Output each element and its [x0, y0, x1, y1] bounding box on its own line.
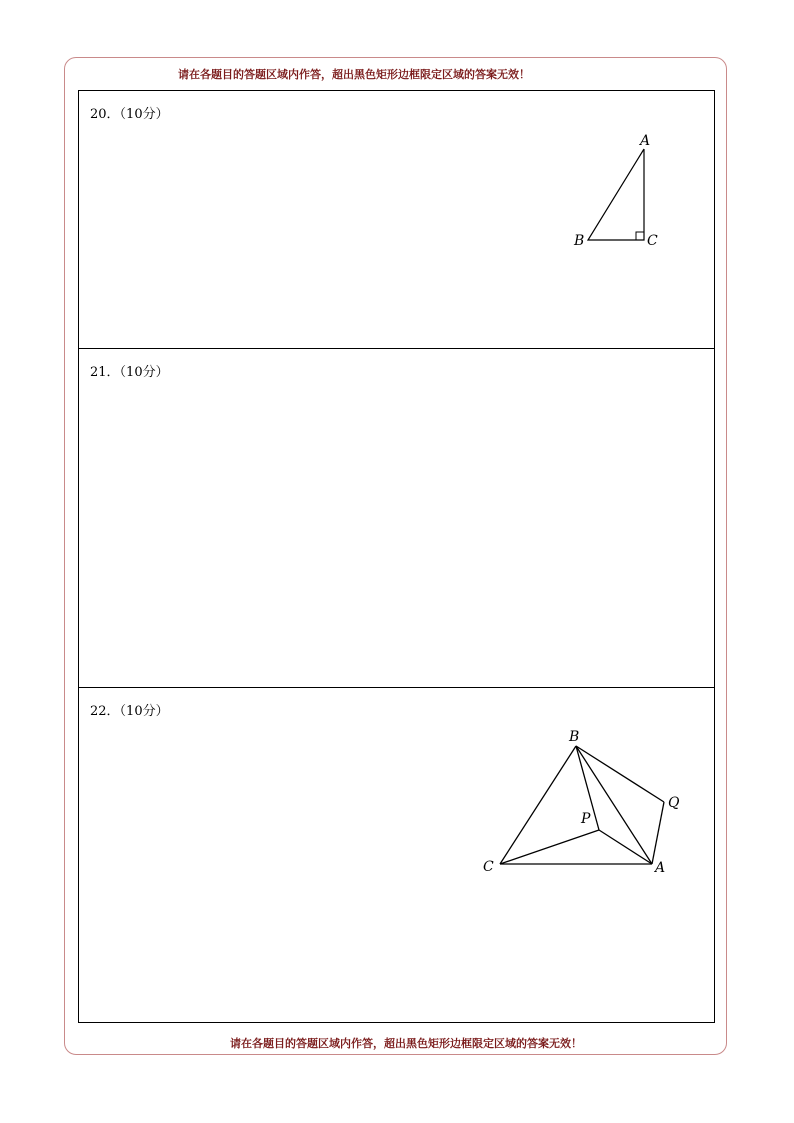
question-number: 21．	[90, 365, 120, 380]
segment-BC	[500, 746, 576, 864]
question-header-20	[90, 103, 169, 122]
label-A: A	[655, 860, 666, 876]
label-Q: Q	[668, 795, 680, 811]
bottom-notice: 请在各题目的答题区域内作答，超出黑色矩形边框限定区域的答案无效！	[230, 1037, 582, 1050]
question-points: （10分）	[119, 365, 169, 380]
right-angle-mark	[636, 232, 644, 240]
label-B: B	[574, 233, 585, 249]
question-number: 20．	[90, 107, 120, 122]
answer-box-20	[78, 90, 715, 349]
top-notice: 请在各题目的答题区域内作答，超出黑色矩形边框限定区域的答案无效！	[178, 68, 530, 81]
answer-box-22	[78, 687, 715, 1023]
answer-box-21	[78, 348, 715, 688]
label-A: A	[640, 133, 651, 149]
geometry-figure	[475, 724, 695, 874]
label-P: P	[581, 811, 591, 827]
segment-PA	[599, 830, 652, 864]
question-number: 22．	[90, 704, 120, 719]
segment-BA	[576, 746, 652, 864]
right-triangle-figure	[564, 131, 674, 251]
segment-QA	[652, 802, 664, 864]
triangle-outline	[588, 149, 644, 240]
label-B: B	[569, 729, 580, 745]
question-header-22	[90, 700, 169, 719]
label-C: C	[647, 233, 658, 249]
segment-PC	[500, 830, 599, 864]
question-header-21	[90, 361, 169, 380]
label-C: C	[483, 859, 494, 875]
question-points: （10分）	[119, 107, 169, 122]
question-points: （10分）	[119, 704, 169, 719]
